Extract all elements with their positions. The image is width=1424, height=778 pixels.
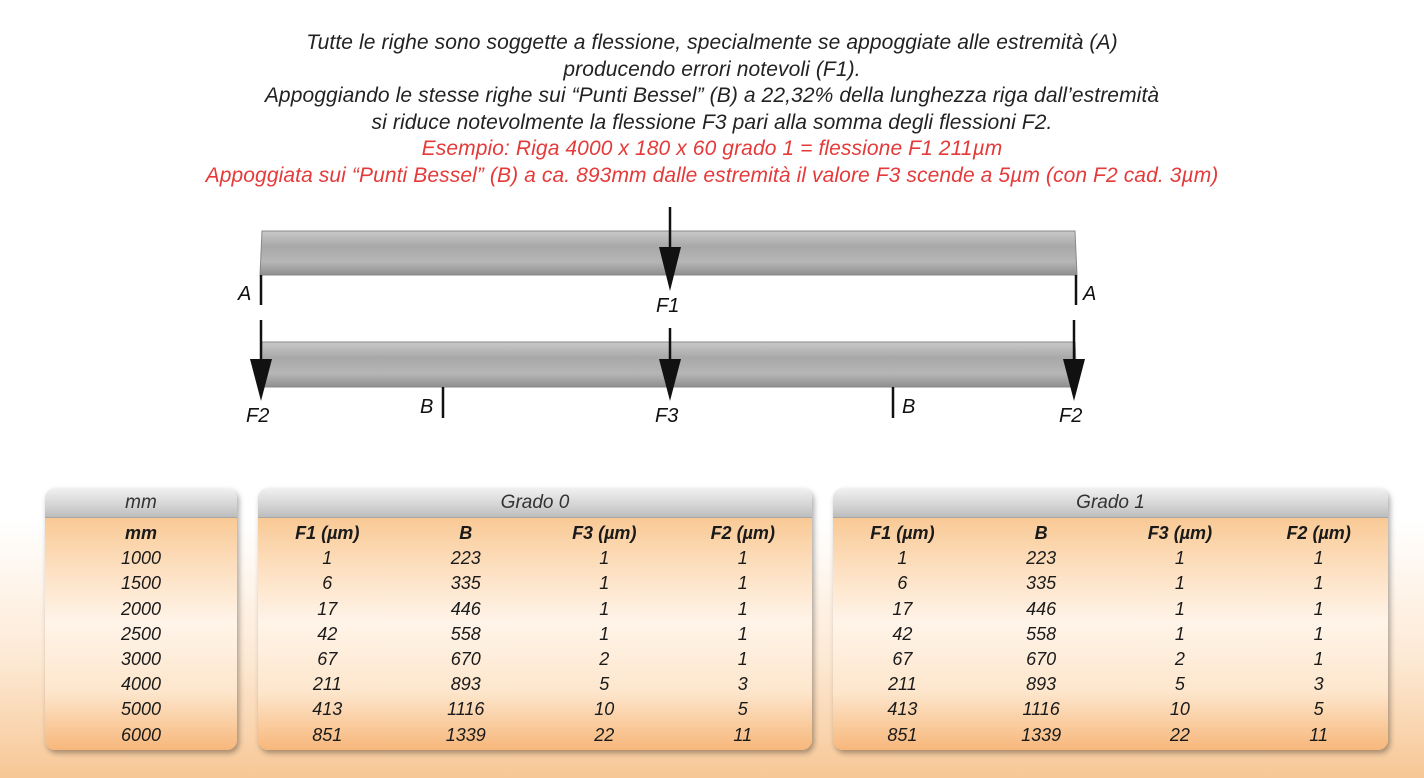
grado1-column-header: F3 (µm) <box>1147 523 1213 543</box>
table-row <box>833 622 1388 647</box>
mm-panel <box>45 488 237 750</box>
table-cell: 22 <box>1169 724 1190 745</box>
table-row <box>258 647 812 672</box>
table-cell: 1 <box>1174 623 1185 644</box>
table-row <box>833 672 1388 697</box>
table-row <box>45 571 237 596</box>
table-cell: 893 <box>450 674 481 695</box>
table-cell: 1 <box>1313 648 1324 669</box>
table-cell: 5 <box>1313 699 1324 720</box>
table-cell: 5 <box>737 699 748 720</box>
force-f2-right-arrow <box>1063 320 1085 401</box>
table-cell: 1 <box>1174 573 1185 594</box>
intro-text <box>0 30 1424 189</box>
label-a-left: A <box>238 283 252 305</box>
table-cell: 1 <box>1174 548 1185 569</box>
table-cell: 11 <box>733 724 753 745</box>
grado1-column-header: B <box>1034 523 1048 543</box>
label-a-right: A <box>1083 283 1097 305</box>
mm-value: 1000 <box>120 548 162 569</box>
table-row <box>258 546 812 571</box>
table-cell: 67 <box>317 648 338 669</box>
table-cell: 1 <box>737 623 748 644</box>
example-line-2: Appoggiata sui “Punti Bessel” (B) a ca. 893mm dalle estremità il valore F3 scende a 5µm (con F2 cad. 3µm) <box>205 163 1219 187</box>
label-f1: F1 <box>656 295 680 317</box>
table-cell: 42 <box>892 623 913 644</box>
table-cell: 223 <box>450 548 481 569</box>
label-f2-right: F2 <box>1059 405 1083 427</box>
example-line-1: Esempio: Riga 4000 x 180 x 60 grado 1 = flessione F1 211µm <box>421 137 1003 160</box>
table-cell: 17 <box>892 598 913 619</box>
mm-panel-body <box>45 518 237 750</box>
table-cell: 1 <box>599 598 610 619</box>
table-cell: 1 <box>322 548 333 569</box>
table-cell: 851 <box>887 724 918 745</box>
table-cell: 1 <box>1313 598 1324 619</box>
table-cell: 1 <box>1313 623 1324 644</box>
table-cell: 558 <box>450 623 481 644</box>
table-row <box>833 647 1388 672</box>
mm-value: 1500 <box>120 573 162 594</box>
grado0-column-header: F2 (µm) <box>710 523 775 543</box>
grado0-title: Grado 0 <box>258 488 812 518</box>
table-cell: 851 <box>312 724 343 745</box>
table-cell: 335 <box>450 573 481 594</box>
mm-value: 3000 <box>120 648 162 669</box>
table-cell: 223 <box>1026 548 1057 569</box>
grado0-panel <box>258 488 812 750</box>
table-cell: 1339 <box>1021 724 1062 745</box>
table-row <box>258 597 812 622</box>
table-row <box>833 723 1388 748</box>
table-cell: 1 <box>737 648 748 669</box>
table-cell: 5 <box>1174 674 1185 695</box>
table-cell: 1 <box>737 598 748 619</box>
table-cell: 413 <box>887 699 918 720</box>
table-row <box>45 723 237 748</box>
table-row <box>833 597 1388 622</box>
grado1-column-header: F2 (µm) <box>1286 523 1351 543</box>
table-row <box>45 546 237 571</box>
mm-panel-title: mm <box>45 488 237 518</box>
bessel-diagram <box>0 195 1424 435</box>
table-cell: 2 <box>1174 648 1185 669</box>
table-cell: 558 <box>1026 623 1057 644</box>
table-cell: 22 <box>594 724 615 745</box>
table-cell: 446 <box>450 598 481 619</box>
table-cell: 1 <box>599 548 610 569</box>
force-f3-arrow <box>659 328 681 401</box>
table-cell: 3 <box>737 674 748 695</box>
table-cell: 42 <box>317 623 338 644</box>
table-cell: 1 <box>1313 573 1324 594</box>
table-cell: 1 <box>599 573 610 594</box>
table-cell: 3 <box>1313 674 1324 695</box>
table-row <box>258 622 812 647</box>
table-row <box>833 697 1388 722</box>
table-row <box>258 672 812 697</box>
table-cell: 5 <box>599 674 610 695</box>
table-cell: 893 <box>1026 674 1057 695</box>
table-cell: 1 <box>1313 548 1324 569</box>
table-cell: 6 <box>897 573 908 594</box>
table-row <box>45 597 237 622</box>
grado0-column-header: B <box>459 523 473 543</box>
label-b-right: B <box>902 396 916 418</box>
grado1-column-header: F1 (µm) <box>870 523 935 543</box>
table-row <box>258 723 812 748</box>
table-cell: 1116 <box>447 699 485 720</box>
grado0-column-header: F1 (µm) <box>295 523 360 543</box>
label-b-left: B <box>420 396 434 418</box>
table-cell: 6 <box>322 573 333 594</box>
table-row <box>833 546 1388 571</box>
table-row <box>45 672 237 697</box>
table-cell: 1116 <box>1022 699 1060 720</box>
table-cell: 1 <box>737 548 748 569</box>
table-cell: 10 <box>1169 699 1190 720</box>
table-cell: 11 <box>1309 724 1328 745</box>
table-cell: 446 <box>1026 598 1057 619</box>
intro-line-4: si riduce notevolmente la flessione F3 pari alla somma degli flessioni F2. <box>371 110 1053 134</box>
table-cell: 17 <box>317 598 338 619</box>
label-f3: F3 <box>655 405 679 427</box>
intro-line-3: Appoggiando le stesse righe sui “Punti Bessel” (B) a 22,32% della lunghezza riga dall’estremità <box>264 84 1160 107</box>
table-cell: 335 <box>1026 573 1057 594</box>
mm-value: 2000 <box>120 598 162 619</box>
intro-line-2: producendo errori notevoli (F1). <box>563 57 861 81</box>
table-row <box>45 622 237 647</box>
force-f1-arrow <box>659 207 681 291</box>
mm-value: 4000 <box>120 674 162 695</box>
table-cell: 1339 <box>445 724 486 745</box>
table-row <box>45 697 237 722</box>
table-cell: 211 <box>312 674 342 695</box>
grado1-header-row <box>833 521 1388 546</box>
grado0-column-header: F3 (µm) <box>572 523 637 543</box>
table-row <box>258 571 812 596</box>
table-cell: 211 <box>888 674 917 695</box>
table-row <box>258 697 812 722</box>
force-f2-left-arrow <box>250 320 272 401</box>
mm-header-row <box>45 521 237 546</box>
grado1-body <box>833 518 1388 750</box>
table-cell: 1 <box>599 623 610 644</box>
table-row <box>833 571 1388 596</box>
mm-header: mm <box>124 523 157 543</box>
table-cell: 1 <box>897 548 908 569</box>
grado1-panel <box>833 488 1388 750</box>
intro-line-1: Tutte le righe sono soggette a flessione, specialmente se appoggiate alle estremità (A) <box>306 31 1118 54</box>
mm-value: 6000 <box>120 724 162 745</box>
grado0-body <box>258 518 812 750</box>
label-f2-left: F2 <box>246 405 270 427</box>
grado0-header-row <box>258 521 812 546</box>
table-cell: 670 <box>450 648 481 669</box>
grado1-title: Grado 1 <box>833 488 1388 518</box>
table-cell: 413 <box>312 699 343 720</box>
mm-value: 5000 <box>120 699 162 720</box>
table-row <box>45 647 237 672</box>
table-cell: 1 <box>737 573 748 594</box>
table-cell: 67 <box>892 648 913 669</box>
table-cell: 670 <box>1026 648 1057 669</box>
table-cell: 10 <box>594 699 615 720</box>
mm-value: 2500 <box>120 623 162 644</box>
table-cell: 1 <box>1174 598 1185 619</box>
table-cell: 2 <box>599 648 610 669</box>
